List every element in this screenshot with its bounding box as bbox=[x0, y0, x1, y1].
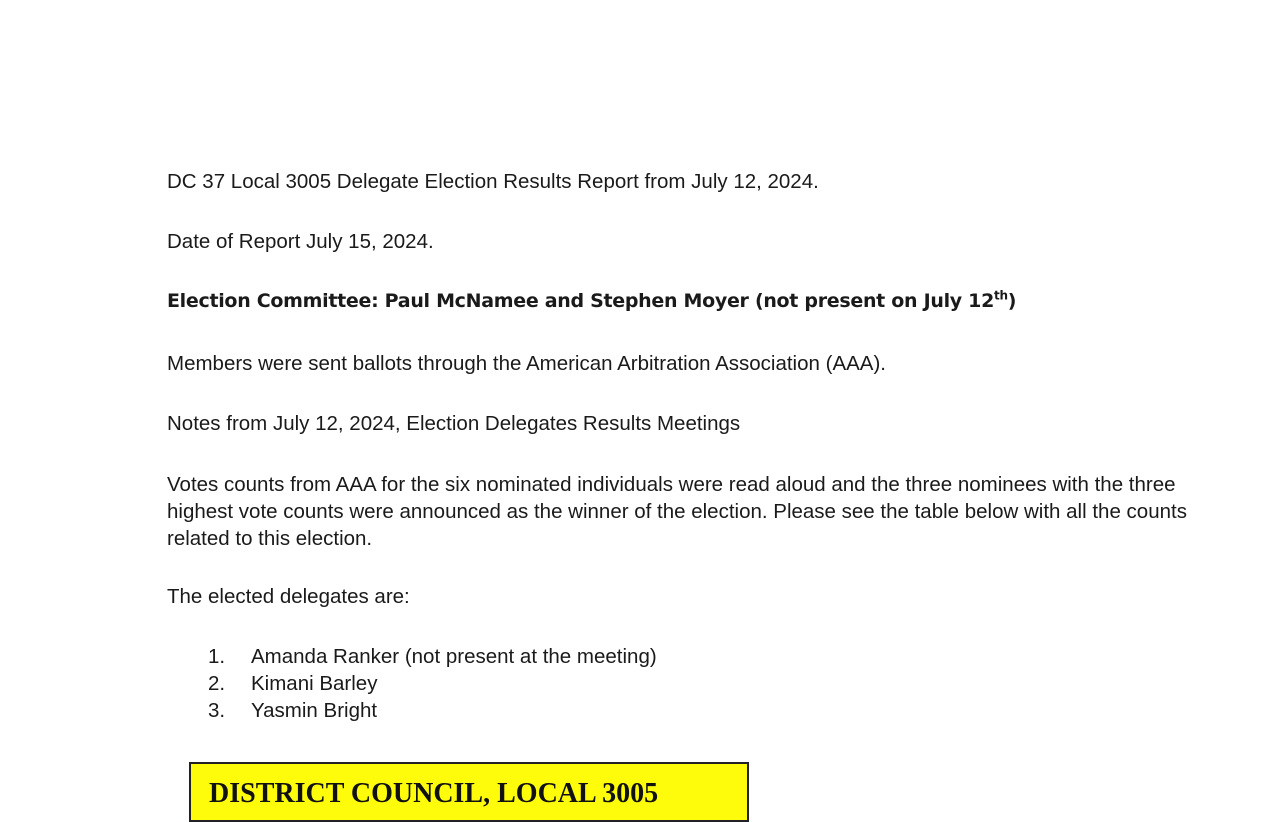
elected-delegates-list bbox=[208, 643, 657, 724]
report-date-line: Date of Report July 15, 2024. bbox=[167, 230, 434, 253]
list-item bbox=[208, 643, 657, 670]
list-item-number: 2. bbox=[208, 672, 226, 695]
report-title-line: DC 37 Local 3005 Delegate Election Results Report from July 12, 2024. bbox=[167, 170, 819, 193]
election-committee-text: Election Committee: Paul McNamee and Stephen Moyer (not present on July 12 bbox=[167, 290, 995, 312]
ballots-line: Members were sent ballots through the American Arbitration Association (AAA). bbox=[167, 352, 886, 375]
list-item bbox=[208, 670, 657, 697]
list-item-number: 3. bbox=[208, 699, 226, 722]
district-council-banner: DISTRICT COUNCIL, LOCAL 3005 bbox=[189, 762, 749, 822]
election-committee-closing: ) bbox=[1007, 290, 1017, 312]
delegate-name: Kimani Barley bbox=[251, 672, 378, 695]
delegate-name: Amanda Ranker (not present at the meeting) bbox=[251, 645, 657, 668]
list-item bbox=[208, 697, 657, 724]
election-committee-superscript: th bbox=[994, 288, 1008, 303]
delegate-name: Yasmin Bright bbox=[251, 699, 378, 722]
meeting-notes-line: Notes from July 12, 2024, Election Delegates Results Meetings bbox=[167, 412, 741, 435]
votes-paragraph: Votes counts from AAA for the six nominated individuals were read aloud and the three nominees with the three highest vote counts were announced as the winner of the election. Please see the table below with all the counts related to this election. bbox=[167, 473, 1187, 550]
elected-intro-line: The elected delegates are: bbox=[167, 585, 410, 608]
election-committee-line bbox=[167, 290, 1016, 312]
list-item-number: 1. bbox=[208, 645, 226, 668]
